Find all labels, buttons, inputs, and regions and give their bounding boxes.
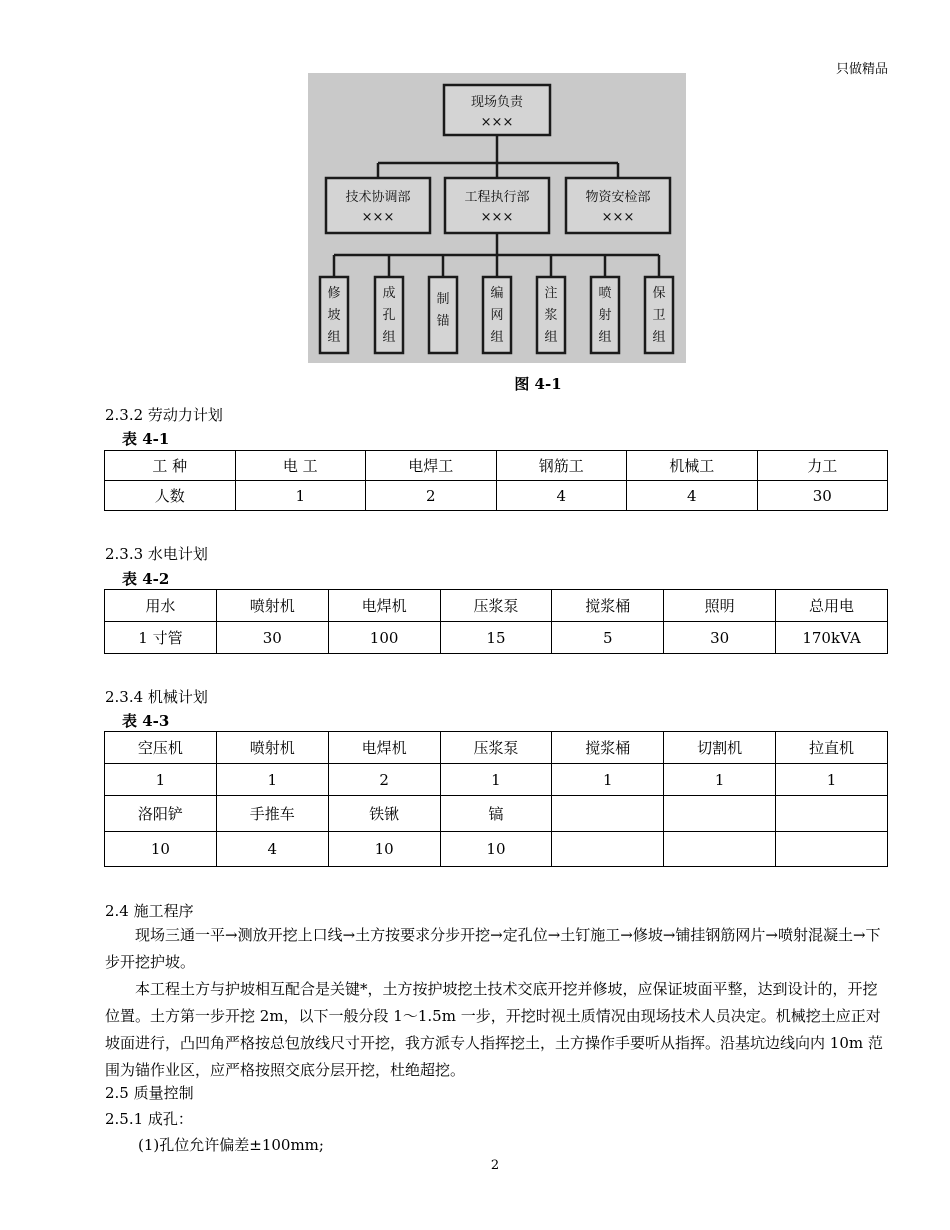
chart-group-label: 喷射组 <box>598 286 612 345</box>
table-cell: 力工 <box>757 451 888 481</box>
table-cell: 1 <box>235 481 366 511</box>
chart-top-name: ××× <box>480 115 514 130</box>
table-cell: 镐 <box>440 796 552 832</box>
table-cell: 30 <box>757 481 888 511</box>
section-2-3-3-heading: 2.3.3 水电计划 <box>105 545 208 563</box>
table-cell: 压浆泵 <box>440 590 552 622</box>
chart-group-label: 制锚 <box>436 292 450 329</box>
table-4-1-caption: 表 4-1 <box>122 430 170 448</box>
table-cell: 4 <box>627 481 758 511</box>
table-cell: 电焊工 <box>366 451 497 481</box>
table-cell: 5 <box>552 622 664 654</box>
table-4-3-caption: 表 4-3 <box>122 712 170 730</box>
table-cell: 拉直机 <box>776 732 888 764</box>
chart-group-label: 保卫组 <box>652 286 666 345</box>
quality-item-1: (1)孔位允许偏差±100mm; <box>138 1136 324 1154</box>
table-cell: 170kVA <box>776 622 888 654</box>
header-note: 只做精品 <box>835 62 888 77</box>
section-2-3-2-heading: 2.3.2 劳动力计划 <box>105 406 223 424</box>
labor-table <box>104 450 888 511</box>
table-cell: 10 <box>440 832 552 867</box>
table-4-2-caption: 表 4-2 <box>122 570 170 588</box>
figure-caption: 图 4-1 <box>514 375 562 393</box>
section-2-4-heading: 2.4 施工程序 <box>105 902 194 920</box>
table-cell: 1 <box>776 764 888 796</box>
table-cell: 洛阳铲 <box>105 796 217 832</box>
table-cell <box>776 832 888 867</box>
procedure-paragraph: 现场三通一平→测放开挖上口线→土方按要求分步开挖→定孔位→土钉施工→修坡→铺挂钢筋网片→喷射混凝土→下步开挖护坡。 <box>105 926 881 971</box>
table-cell: 搅浆桶 <box>552 590 664 622</box>
table-cell <box>552 796 664 832</box>
table-cell: 1 <box>216 764 328 796</box>
table-cell: 1 <box>664 764 776 796</box>
table-cell: 100 <box>328 622 440 654</box>
table-cell: 1 <box>105 764 217 796</box>
chart-group-label: 成孔组 <box>382 286 396 345</box>
table-cell: 2 <box>328 764 440 796</box>
table-cell: 1 寸管 <box>105 622 217 654</box>
table-cell: 1 <box>552 764 664 796</box>
chart-group-label: 编网组 <box>490 286 504 345</box>
chart-dept-1-name: ××× <box>361 210 395 225</box>
table-cell: 10 <box>105 832 217 867</box>
org-chart-figure <box>308 73 686 363</box>
table-cell: 1 <box>440 764 552 796</box>
chart-group-label: 注浆组 <box>544 286 558 345</box>
table-cell: 2 <box>366 481 497 511</box>
table-cell: 15 <box>440 622 552 654</box>
table-cell: 用水 <box>105 590 217 622</box>
table-cell <box>664 832 776 867</box>
table-cell: 照明 <box>664 590 776 622</box>
section-2-5-1-heading: 2.5.1 成孔： <box>105 1110 193 1128</box>
table-cell: 钢筋工 <box>496 451 627 481</box>
table-cell: 4 <box>496 481 627 511</box>
table-cell: 人数 <box>105 481 236 511</box>
table-cell: 铁锹 <box>328 796 440 832</box>
table-cell: 电焊机 <box>328 732 440 764</box>
table-cell: 工 种 <box>105 451 236 481</box>
table-cell: 4 <box>216 832 328 867</box>
chart-group-label: 修坡组 <box>327 286 341 345</box>
machinery-table <box>104 731 888 867</box>
chart-dept-3-name: ××× <box>601 210 635 225</box>
table-cell: 搅浆桶 <box>552 732 664 764</box>
table-cell: 空压机 <box>105 732 217 764</box>
table-cell: 手推车 <box>216 796 328 832</box>
table-cell: 30 <box>664 622 776 654</box>
table-cell: 压浆泵 <box>440 732 552 764</box>
table-cell <box>552 832 664 867</box>
section-2-3-4-heading: 2.3.4 机械计划 <box>105 688 208 706</box>
chart-dept-3-title: 物资安检部 <box>585 190 651 205</box>
table-cell: 机械工 <box>627 451 758 481</box>
table-cell: 电焊机 <box>328 590 440 622</box>
table-cell: 喷射机 <box>216 732 328 764</box>
chart-dept-2-title: 工程执行部 <box>464 190 530 205</box>
table-cell <box>776 796 888 832</box>
page-number: 2 <box>490 1158 500 1173</box>
chart-dept-2-name: ××× <box>480 210 514 225</box>
table-cell: 总用电 <box>776 590 888 622</box>
chart-top-title: 现场负责 <box>470 95 524 110</box>
table-cell: 10 <box>328 832 440 867</box>
excavation-paragraph: 本工程土方与护坡相互配合是关键*，土方按护坡挖土技术交底开挖并修坡，应保证坡面平整，达到设计的，开挖位置。土方第一步开挖 2m，以下一般分段 1～1.5m 一步，开挖时视土质情况由现场技术人员决定。机械挖土应正对坡面进行，凸凹角严格按总包放线尺寸开挖，我方派专人指挥挖土，土方操作手要听从指挥。沿基坑边线向内 10m 范围为锚作业区，应严格按照交底分层开挖，杜绝超挖。 <box>105 980 883 1079</box>
table-cell: 30 <box>216 622 328 654</box>
section-2-5-heading: 2.5 质量控制 <box>105 1084 194 1102</box>
chart-dept-1-title: 技术协调部 <box>345 190 411 205</box>
table-cell: 喷射机 <box>216 590 328 622</box>
utility-table <box>104 589 888 654</box>
table-cell: 电 工 <box>235 451 366 481</box>
table-cell <box>664 796 776 832</box>
table-cell: 切割机 <box>664 732 776 764</box>
